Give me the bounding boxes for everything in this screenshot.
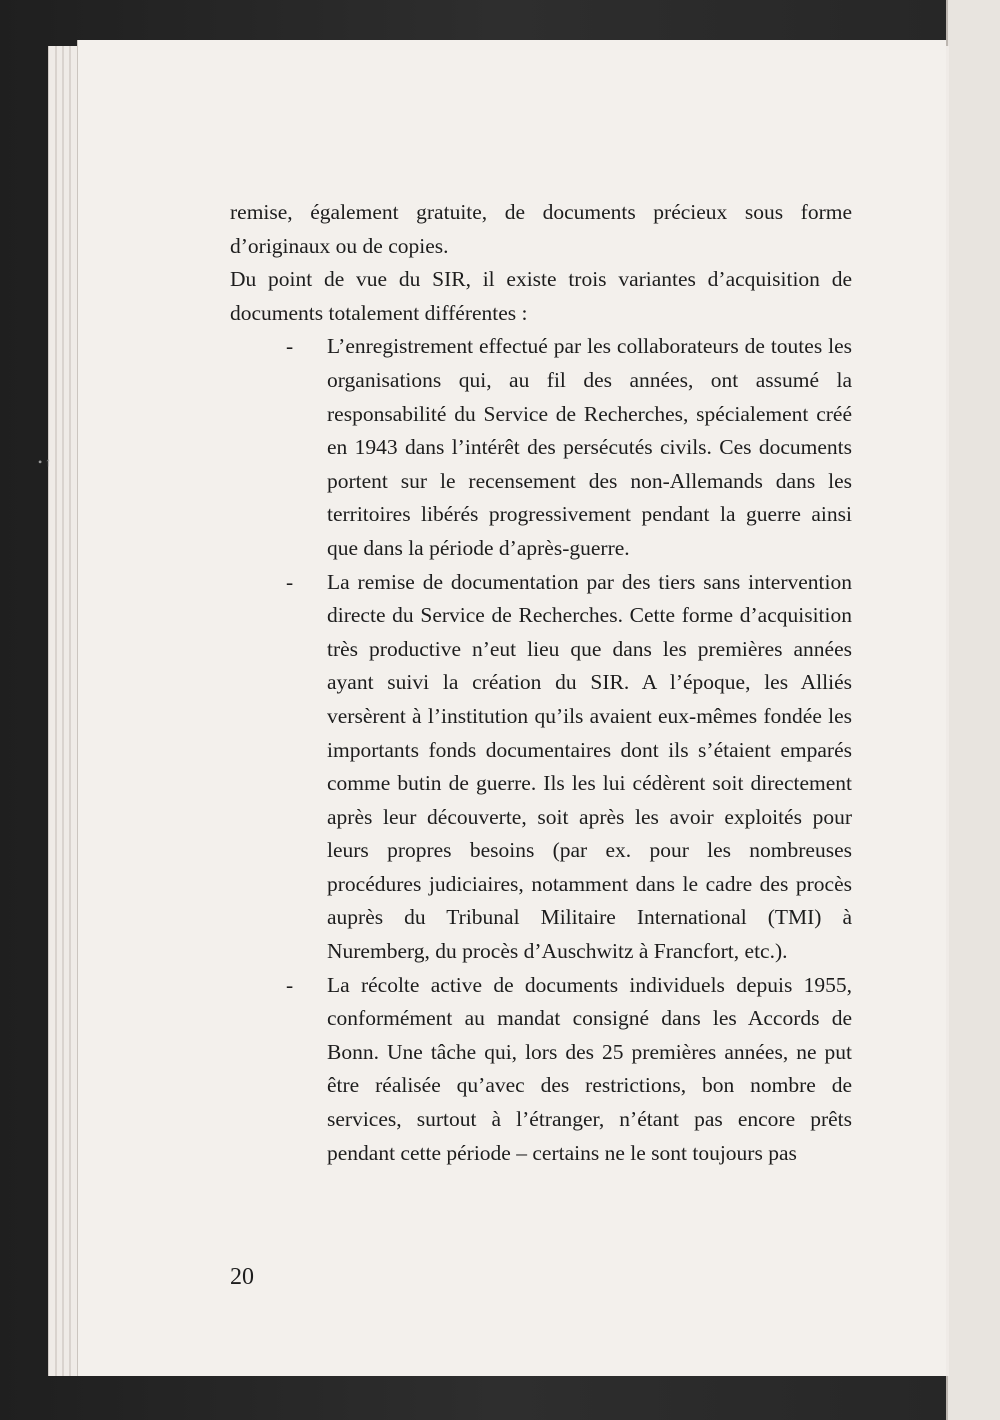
bullet-text: La remise de documentation par des tiers sans intervention directe du Service de Recherches. Cette forme d’acquisition très productive n’eut lieu que dans les premières années ayant suivi la création du SIR. A l’époque, les Alliés versèrent à l’institution qu’ils avaient eux-mêmes fondée les importants fonds documentaires dont ils s’étaient emparés comme butin de guerre. Ils les lui cédèrent soit directement après leur découverte, soit après les avoir exploités pour leurs propres besoins (par ex. pour les nombreuses procédures judiciaires, notamment dans le cadre des procès auprès du Tribunal Militaire International (TMI) à Nuremberg, du procès d’Auschwitz à Francfort, etc.).: [327, 569, 852, 964]
adjacent-page-edge: [946, 0, 1000, 1420]
bullet-item-2: [230, 566, 852, 969]
bullet-text: L’enregistrement effectué par les collaborateurs de toutes les organisations qui, au fil des années, ont assumé la responsabilité du Service de Recherches, spécialement créé en 1943 dans l’intérêt des persécutés civils. Ces documents portent sur le recensement des non-Allemands dans les territoires libérés progressivement pendant la guerre ainsi que dans la période d’après-guerre.: [327, 334, 852, 560]
bullet-marker: -: [286, 569, 294, 594]
page-edge: [69, 46, 71, 1376]
scan-speck: • ↑: [38, 455, 52, 469]
bullet-marker: -: [286, 972, 294, 997]
page-edge: [55, 46, 57, 1376]
paragraph-2: Du point de vue du SIR, il existe trois variantes d’acquisition de documents totalement différentes :: [230, 267, 852, 325]
bullet-item-1: [230, 330, 852, 565]
bullet-text: La récolte active de documents individuels depuis 1955, conformément au mandat consigné dans les Accords de Bonn. Une tâche qui, lors des 25 premières années, ne put être réalisée qu’avec des restrictions, bon nombre de services, surtout à l’étranger, n’étant pas encore prêts pendant cette période – certains ne le sont toujours pas: [327, 972, 852, 1165]
page-number: 20: [230, 1264, 254, 1290]
page-edge: [62, 46, 64, 1376]
bullet-item-3: [230, 969, 852, 1171]
bullet-marker: -: [286, 334, 294, 359]
paragraph-1: remise, également gratuite, de documents précieux sous forme d’originaux ou de copies.: [230, 200, 852, 258]
body-text: [230, 196, 852, 1170]
